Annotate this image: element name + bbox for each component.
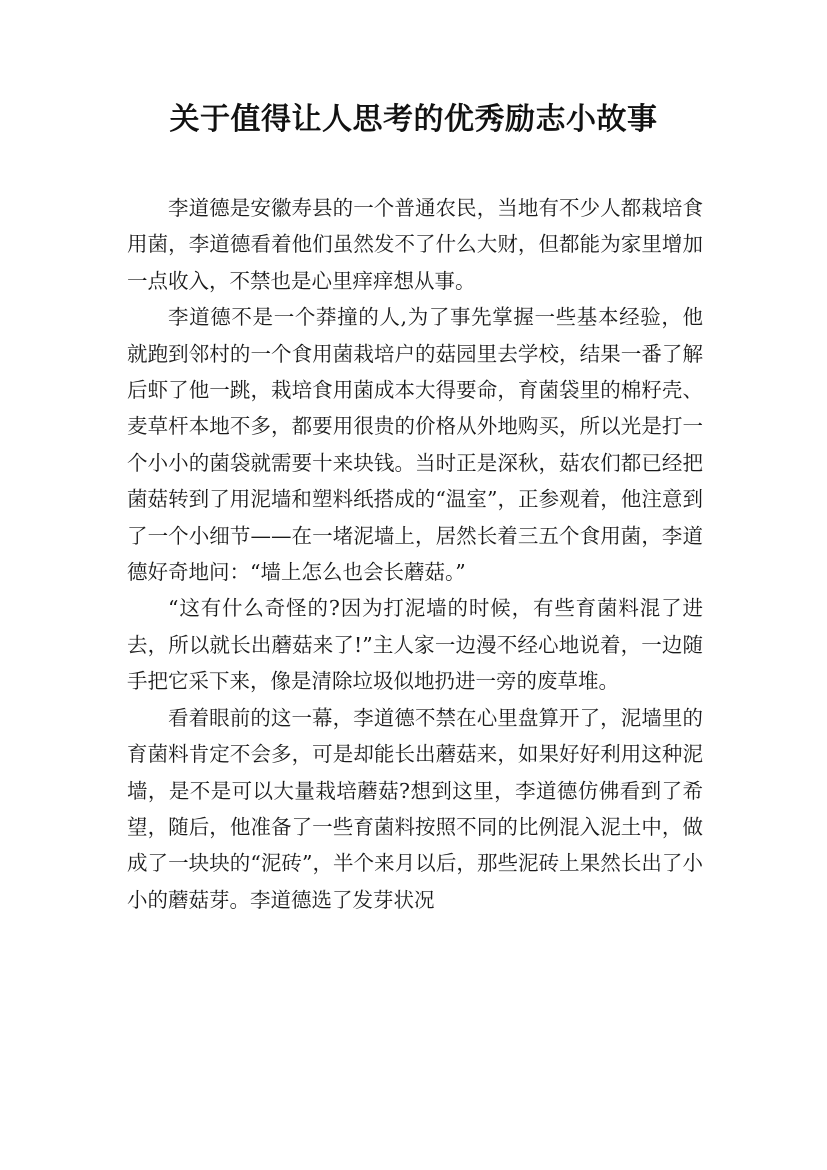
paragraph-1: 李道德是安徽寿县的一个普通农民，当地有不少人都栽培食用菌，李道德看着他们虽然发不了什么大财，但都能为家里增加一点收入，不禁也是心里痒痒想从事。 [127, 196, 703, 293]
paragraph-2: 李道德不是一个莽撞的人,为了事先掌握一些基本经验，他就跑到邻村的一个食用菌栽培户的菇园里去学校，结果一番了解后虾了他一跳，栽培食用菌成本大得要命，育菌袋里的棉籽壳、麦草杆本地不多，都要用很贵的价格从外地购买，所以光是打一个小小的菌袋就需要十来块钱。当时正是深秋，菇农们都已经把菌菇转到了用泥墙和塑料纸搭成的“温室”，正参观着，他注意到了一个小细节——在一堵泥墙上，居然长着三五个食用菌，李道德好奇地问：“墙上怎么也会长蘑菇。” [127, 305, 703, 585]
paragraph-4: 看着眼前的这一幕，李道德不禁在心里盘算开了，泥墙里的育菌料肯定不会多，可是却能长出蘑菇来，如果好好利用这种泥墙，是不是可以大量栽培蘑菇?想到这里，李道德仿佛看到了希望，随后，他准备了一些育菌料按照不同的比例混入泥土中，做成了一块块的“泥砖”，半个来月以后，那些泥砖上果然长出了小小的蘑菇芽。李道德选了发芽状况 [127, 705, 703, 912]
paragraph-3: “这有什么奇怪的?因为打泥墙的时候，有些育菌料混了进去，所以就长出蘑菇来了!”主人家一边漫不经心地说着，一边随手把它采下来，像是清除垃圾似地扔进一旁的废草堆。 [127, 596, 703, 694]
document-body [127, 190, 703, 918]
document-title: 关于值得让人思考的优秀励志小故事 [169, 102, 658, 137]
